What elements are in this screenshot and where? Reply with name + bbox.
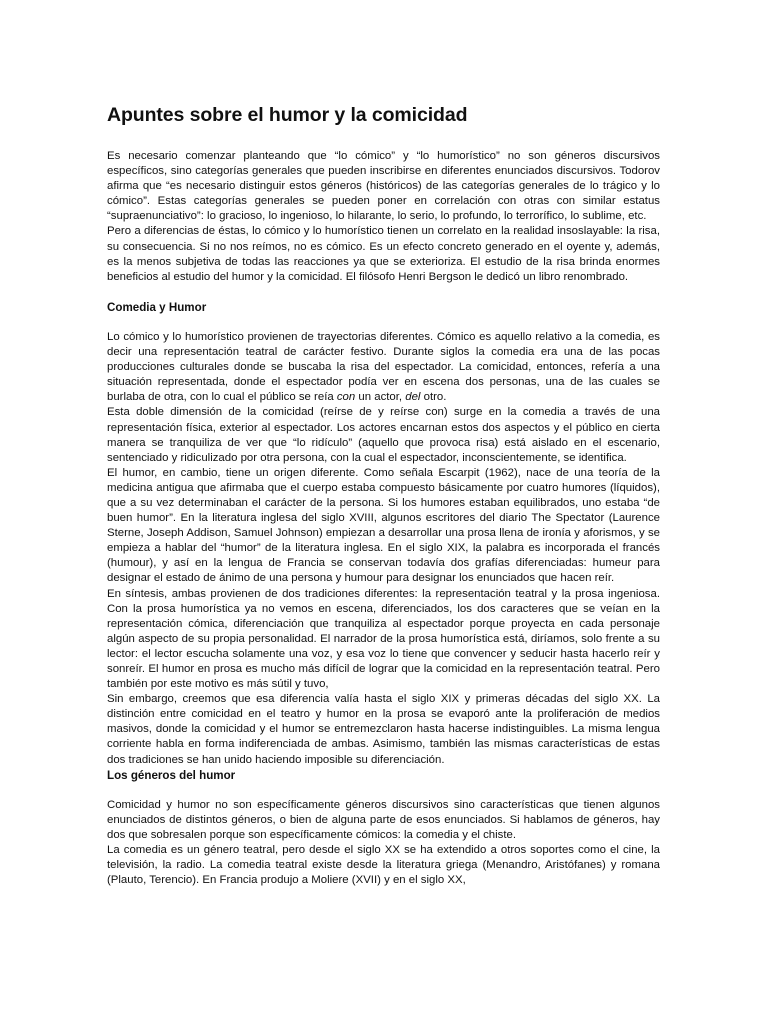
section-heading-generos-del-humor: Los géneros del humor	[107, 768, 236, 782]
section1-paragraph-2: Esta doble dimensión de la comicidad (reírse de y reírse con) surge en la comedia a través de una representación física, exterior al espectador. Los actores encarnan estos dos aspectos y el público en cierta manera se tranquiliza de ver que “lo ridículo” (aquello que provoca risa) está aislado en el escenario, sentenciado y ridiculizado por otra persona, con la cual el espectador, inconscientemente, se identifica.	[107, 406, 660, 464]
document-title: Apuntes sobre el humor y la comicidad	[107, 104, 468, 126]
section1-paragraph-3: El humor, en cambio, tiene un origen diferente. Como señala Escarpit (1962), nace de una teoría de la medicina antigua que afirmaba que el cuerpo estaba compuesto básicamente por cuatro humores (líquidos), que a su vez determinaban el carácter de la persona. Si los humores estaban equilibrados, uno estaba “de buen humor”. En la literatura inglesa del siglo XVIII, algunos escritores del diario The Spectator (Laurence Sterne, Joseph Addison, Samuel Johnson) empiezan a desarrollar una prosa llena de ironía y aforismos, y se empieza a hablar del “humor” de la literatura inglesa. En el siglo XIX, la palabra es incorporada el francés (humour), y así en la lengua de Francia se conservan todavía dos grafías diferenciadas: humeur para designar el estado de ánimo de una persona y humour para designar los enunciados que hacen reír.	[107, 466, 660, 585]
section2-paragraph-1: Comicidad y humor no son específicamente géneros discursivos sino características que tienen algunos enunciados de distintos géneros, o bien de alguna parte de esos enunciados. Si hablamos de géneros, hay dos que sobresalen porque son específicamente cómicos: la comedia y el chiste.	[107, 798, 660, 841]
section1-p1-emphasis-del: del	[405, 391, 421, 404]
section1-p1-text-a: Lo cómico y lo humorístico provienen de trayectorias diferentes. Cómico es aquello relativo a la comedia, es decir una representación teatral de carácter festivo. Durante siglos la comedia era una de las pocas producciones culturales donde se buscaba la risa del espectador. La comicidad, entonces, refería a una situación representada, donde el espectador podía ver en escena dos personas, una de las cuales se burlaba de otra, con lo cual el público se reía	[107, 330, 660, 404]
document-page	[107, 100, 660, 888]
intro-paragraph-2: Pero a diferencias de éstas, lo cómico y lo humorístico tienen un correlato en la realidad insoslayable: la risa, su consecuencia. Si no nos reímos, no es cómico. Es un efecto concreto generado en el oyente y, además, es la menos subjetiva de todas las reacciones ya que se exterioriza. El estudio de la risa brinda enormes beneficios al estudio del humor y la comicidad. El filósofo Henri Bergson le dedicó un libro renombrado.	[107, 225, 660, 283]
section1-paragraph-1	[107, 330, 660, 405]
section2-paragraph-2: La comedia es un género teatral, pero desde el siglo XX se ha extendido a otros soportes como el cine, la televisión, la radio. La comedia teatral existe desde la literatura griega (Menandro, Aristófanes) y romana (Plauto, Terencio). En Francia produjo a Moliere (XVII) y en el siglo XX,	[107, 844, 660, 887]
section1-p1-text-c: otro.	[420, 391, 447, 404]
section1-paragraph-4: En síntesis, ambas provienen de dos tradiciones diferentes: la representación teatral y la prosa ingeniosa. Con la prosa humorística ya no vemos en escena, diferenciados, los dos caracteres que se veían en la representación cómica, diferenciación que tranquiliza al espectador porque proyecta en cada personaje algún aspecto de su propia personalidad. El narrador de la prosa humorística está, diríamos, solo frente a su lector: el lector escucha solamente una voz, y esa voz lo tiene que convencer y seducir hasta hacerlo reír y sonreír. El humor en prosa es mucho más difícil de lograr que la comicidad en la representación teatral. Pero también por este motivo es más sútil y tuvo,	[107, 587, 660, 691]
section1-p1-text-b: un actor,	[355, 391, 406, 404]
section1-paragraph-5: Sin embargo, creemos que esa diferencia valía hasta el siglo XIX y primeras décadas del siglo XX. La distinción entre comicidad en el teatro y humor en la prosa se evaporó ante la proliferación de medios masivos, donde la comicidad y el humor se entremezclaron hasta hacerse indistinguibles. La misma lengua corriente habla en forma indiferenciada de ambas. Asimismo, también las mismas características de estas dos tradiciones se han unido haciendo imposible su diferenciación.	[107, 693, 660, 766]
section-heading-comedia-y-humor: Comedia y Humor	[107, 300, 207, 314]
intro-paragraph-1: Es necesario comenzar planteando que “lo cómico” y “lo humorístico” no son géneros discursivos específicos, sino categorías generales que pueden inscribirse en diferentes enunciados discursivos. Todorov afirma que “es necesario distinguir estos géneros (históricos) de las categorías generales de lo trágico y lo cómico”. Estas categorías generales se pueden poner en correlación con otras con similar estatus “supraenunciativo”: lo gracioso, lo ingenioso, lo hilarante, lo serio, lo profundo, lo terrorífico, lo sublime, etc.	[107, 150, 660, 223]
section1-p1-emphasis-con: con	[336, 391, 356, 404]
